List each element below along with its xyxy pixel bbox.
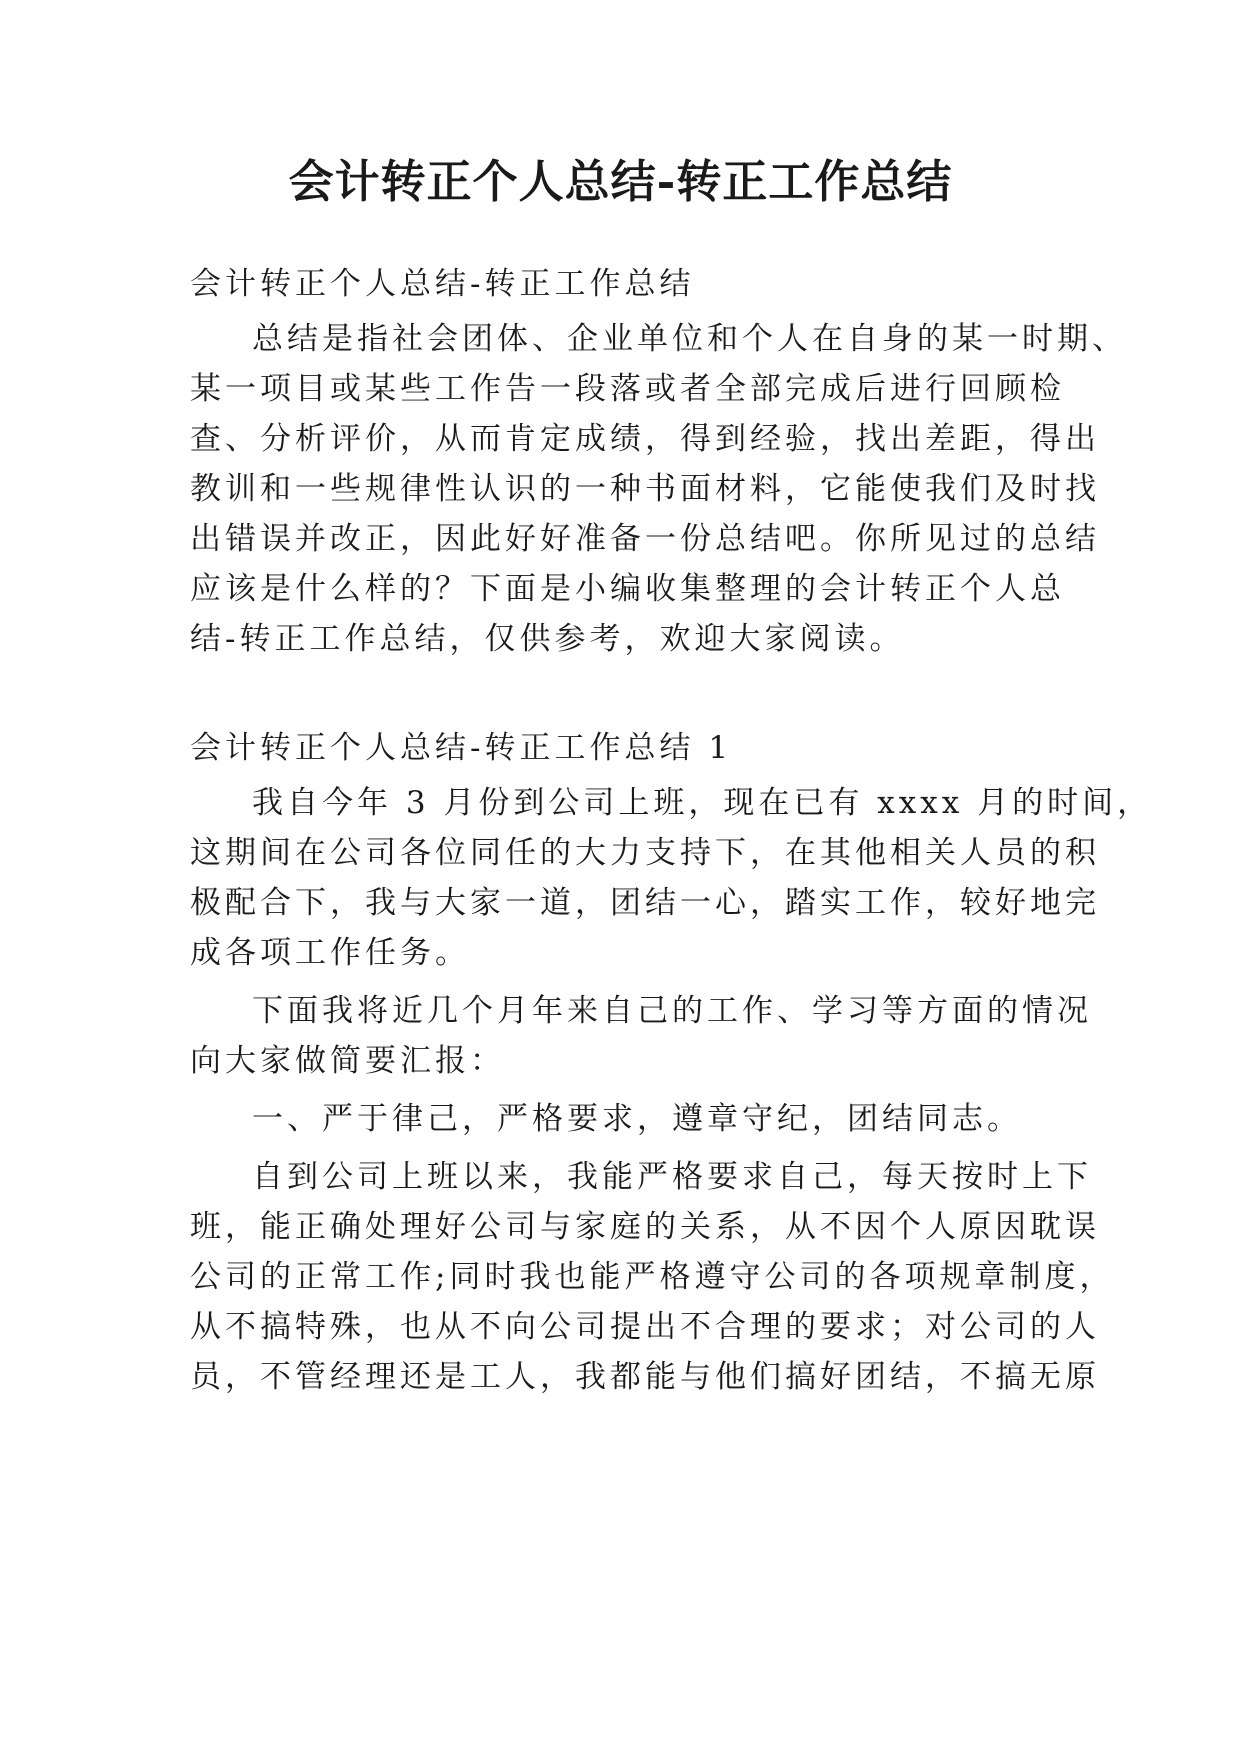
- list-point: 一、严于律己，严格要求，遵章守纪，团结同志。: [252, 1101, 1022, 1137]
- paragraph-line: 成各项工作任务。: [190, 935, 470, 971]
- paragraph-line: 下面我将近几个月年来自己的工作、学习等方面的情况: [252, 993, 1092, 1029]
- intro-line: 总结是指社会团体、企业单位和个人在自身的某一时期、: [252, 321, 1127, 357]
- paragraph-line: 向大家做简要汇报：: [190, 1043, 505, 1079]
- intro-line: 结-转正工作总结，仅供参考，欢迎大家阅读。: [190, 621, 905, 657]
- paragraph-line: 公司的正常工作;同时我也能严格遵守公司的各项规章制度，: [190, 1259, 1115, 1295]
- paragraph-line: 我自今年 3 月份到公司上班，现在已有 xxxx 月的时间，: [252, 785, 1153, 821]
- paragraph-line: 极配合下，我与大家一道，团结一心，踏实工作，较好地完: [190, 885, 1100, 921]
- paragraph-line: 员，不管经理还是工人，我都能与他们搞好团结，不搞无原: [190, 1359, 1100, 1395]
- intro-line: 教训和一些规律性认识的一种书面材料，它能使我们及时找: [190, 471, 1100, 507]
- intro-heading: 会计转正个人总结-转正工作总结: [190, 266, 695, 302]
- paragraph-line: 班，能正确处理好公司与家庭的关系，从不因个人原因耽误: [190, 1209, 1100, 1245]
- section-heading: 会计转正个人总结-转正工作总结 1: [190, 730, 733, 766]
- intro-line: 查、分析评价，从而肯定成绩，得到经验，找出差距，得出: [190, 421, 1100, 457]
- intro-line: 出错误并改正，因此好好准备一份总结吧。你所见过的总结: [190, 521, 1100, 557]
- paragraph-line: 从不搞特殊，也从不向公司提出不合理的要求；对公司的人: [190, 1309, 1100, 1345]
- intro-line: 某一项目或某些工作告一段落或者全部完成后进行回顾检: [190, 371, 1065, 407]
- document-title: 会计转正个人总结-转正工作总结: [288, 155, 953, 208]
- intro-line: 应该是什么样的？下面是小编收集整理的会计转正个人总: [190, 571, 1065, 607]
- paragraph-line: 这期间在公司各位同任的大力支持下，在其他相关人员的积: [190, 835, 1100, 871]
- paragraph-line: 自到公司上班以来，我能严格要求自己，每天按时上下: [252, 1159, 1092, 1195]
